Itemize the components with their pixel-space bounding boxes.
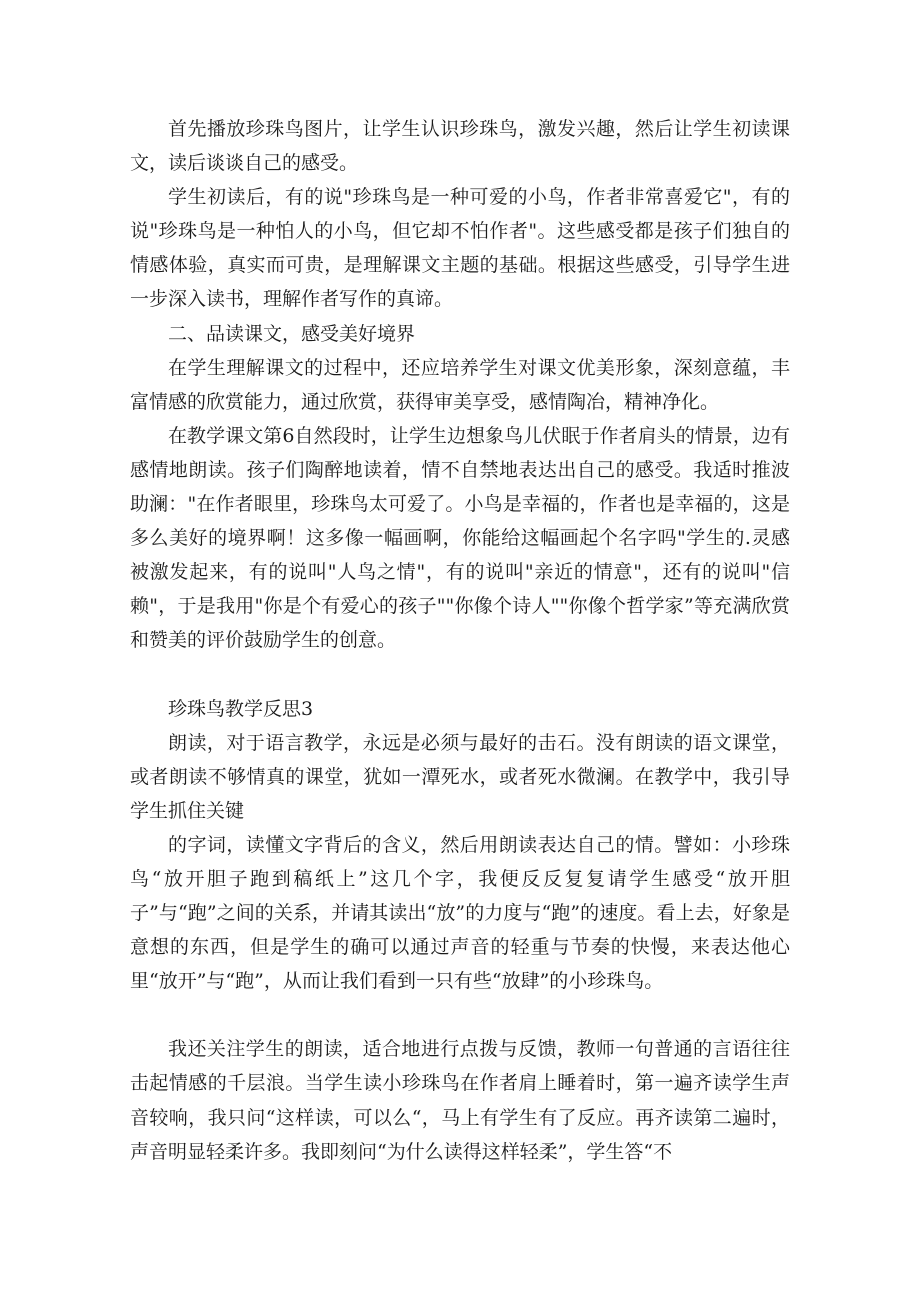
article-title: 珍珠鸟教学反思3 [168,697,314,720]
document-body [130,112,790,1169]
section-heading: 二、品读课文，感受美好境界 [168,322,416,345]
paragraph-6: 的字词，读懂文字背后的含义，然后用朗读表达自己的情。譬如：小珍珠鸟“放开胆子跑到稿纸上”这几个字，我便反反复复请学生感受“放开胆子”与“跑”之间的关系，并请其读出“放”的力度与“跑”的速度。看上去，好象是意想的东西，但是学生的确可以通过声音的轻重与节奏的快慢，来表达他心里“放开”与“跑”，从而让我们看到一只有些“放肆”的小珍珠鸟。 [130,833,790,993]
paragraph-2: 学生初读后，有的说"珍珠鸟是一种可爱的小鸟，作者非常喜爱它"，有的说"珍珠鸟是一种怕人的小鸟，但它却不怕作者"。这些感受都是孩子们独自的情感体验，真实而可贵，是理解课文主题的基础。根据这些感受，引导学生进一步深入读书，理解作者写作的真谛。 [130,186,790,311]
paragraph-7: 我还关注学生的朗读，适合地进行点拨与反馈，教师一句普通的言语往往击起情感的千层浪。当学生读小珍珠鸟在作者肩上睡着时，第一遍齐读学生声音较响，我只问“这样读，可以么“，马上有学生有了反应。再齐读第二遍时，声音明显轻柔许多。我即刻问“为什么读得这样轻柔”，学生答“不 [130,1038,790,1163]
paragraph-1: 首先播放珍珠鸟图片，让学生认识珍珠鸟，激发兴趣，然后让学生初读课文，读后谈谈自己的感受。 [130,118,790,175]
paragraph-5: 朗读，对于语言教学，永远是必须与最好的击石。没有朗读的语文课堂，或者朗读不够情真的课堂，犹如一潭死水，或者死水微澜。在教学中，我引导学生抓住关键 [130,731,790,822]
paragraph-3: 在学生理解课文的过程中，还应培养学生对课文优美形象，深刻意蕴，丰富情感的欣赏能力，通过欣赏，获得审美享受，感情陶冶，精神净化。 [130,356,790,413]
paragraph-4: 在教学课文第6自然段时，让学生边想象鸟儿伏眠于作者肩头的情景，边有感情地朗读。孩子们陶醉地读着，情不自禁地表达出自己的感受。我适时推波助澜："在作者眼里，珍珠鸟太可爱了。小鸟是幸福的，作者也是幸福的，这是多么美好的境界啊！这多像一幅画啊，你能给这幅画起个名字吗"学生的.灵感被激发起来，有的说叫"人鸟之情"，有的说叫"亲近的情意"，还有的说叫"信赖"，于是我用"你是个有爱心的孩子""你像个诗人""你像个哲学家”等充满欣赏和赞美的评价鼓励学生的创意。 [130,424,790,652]
